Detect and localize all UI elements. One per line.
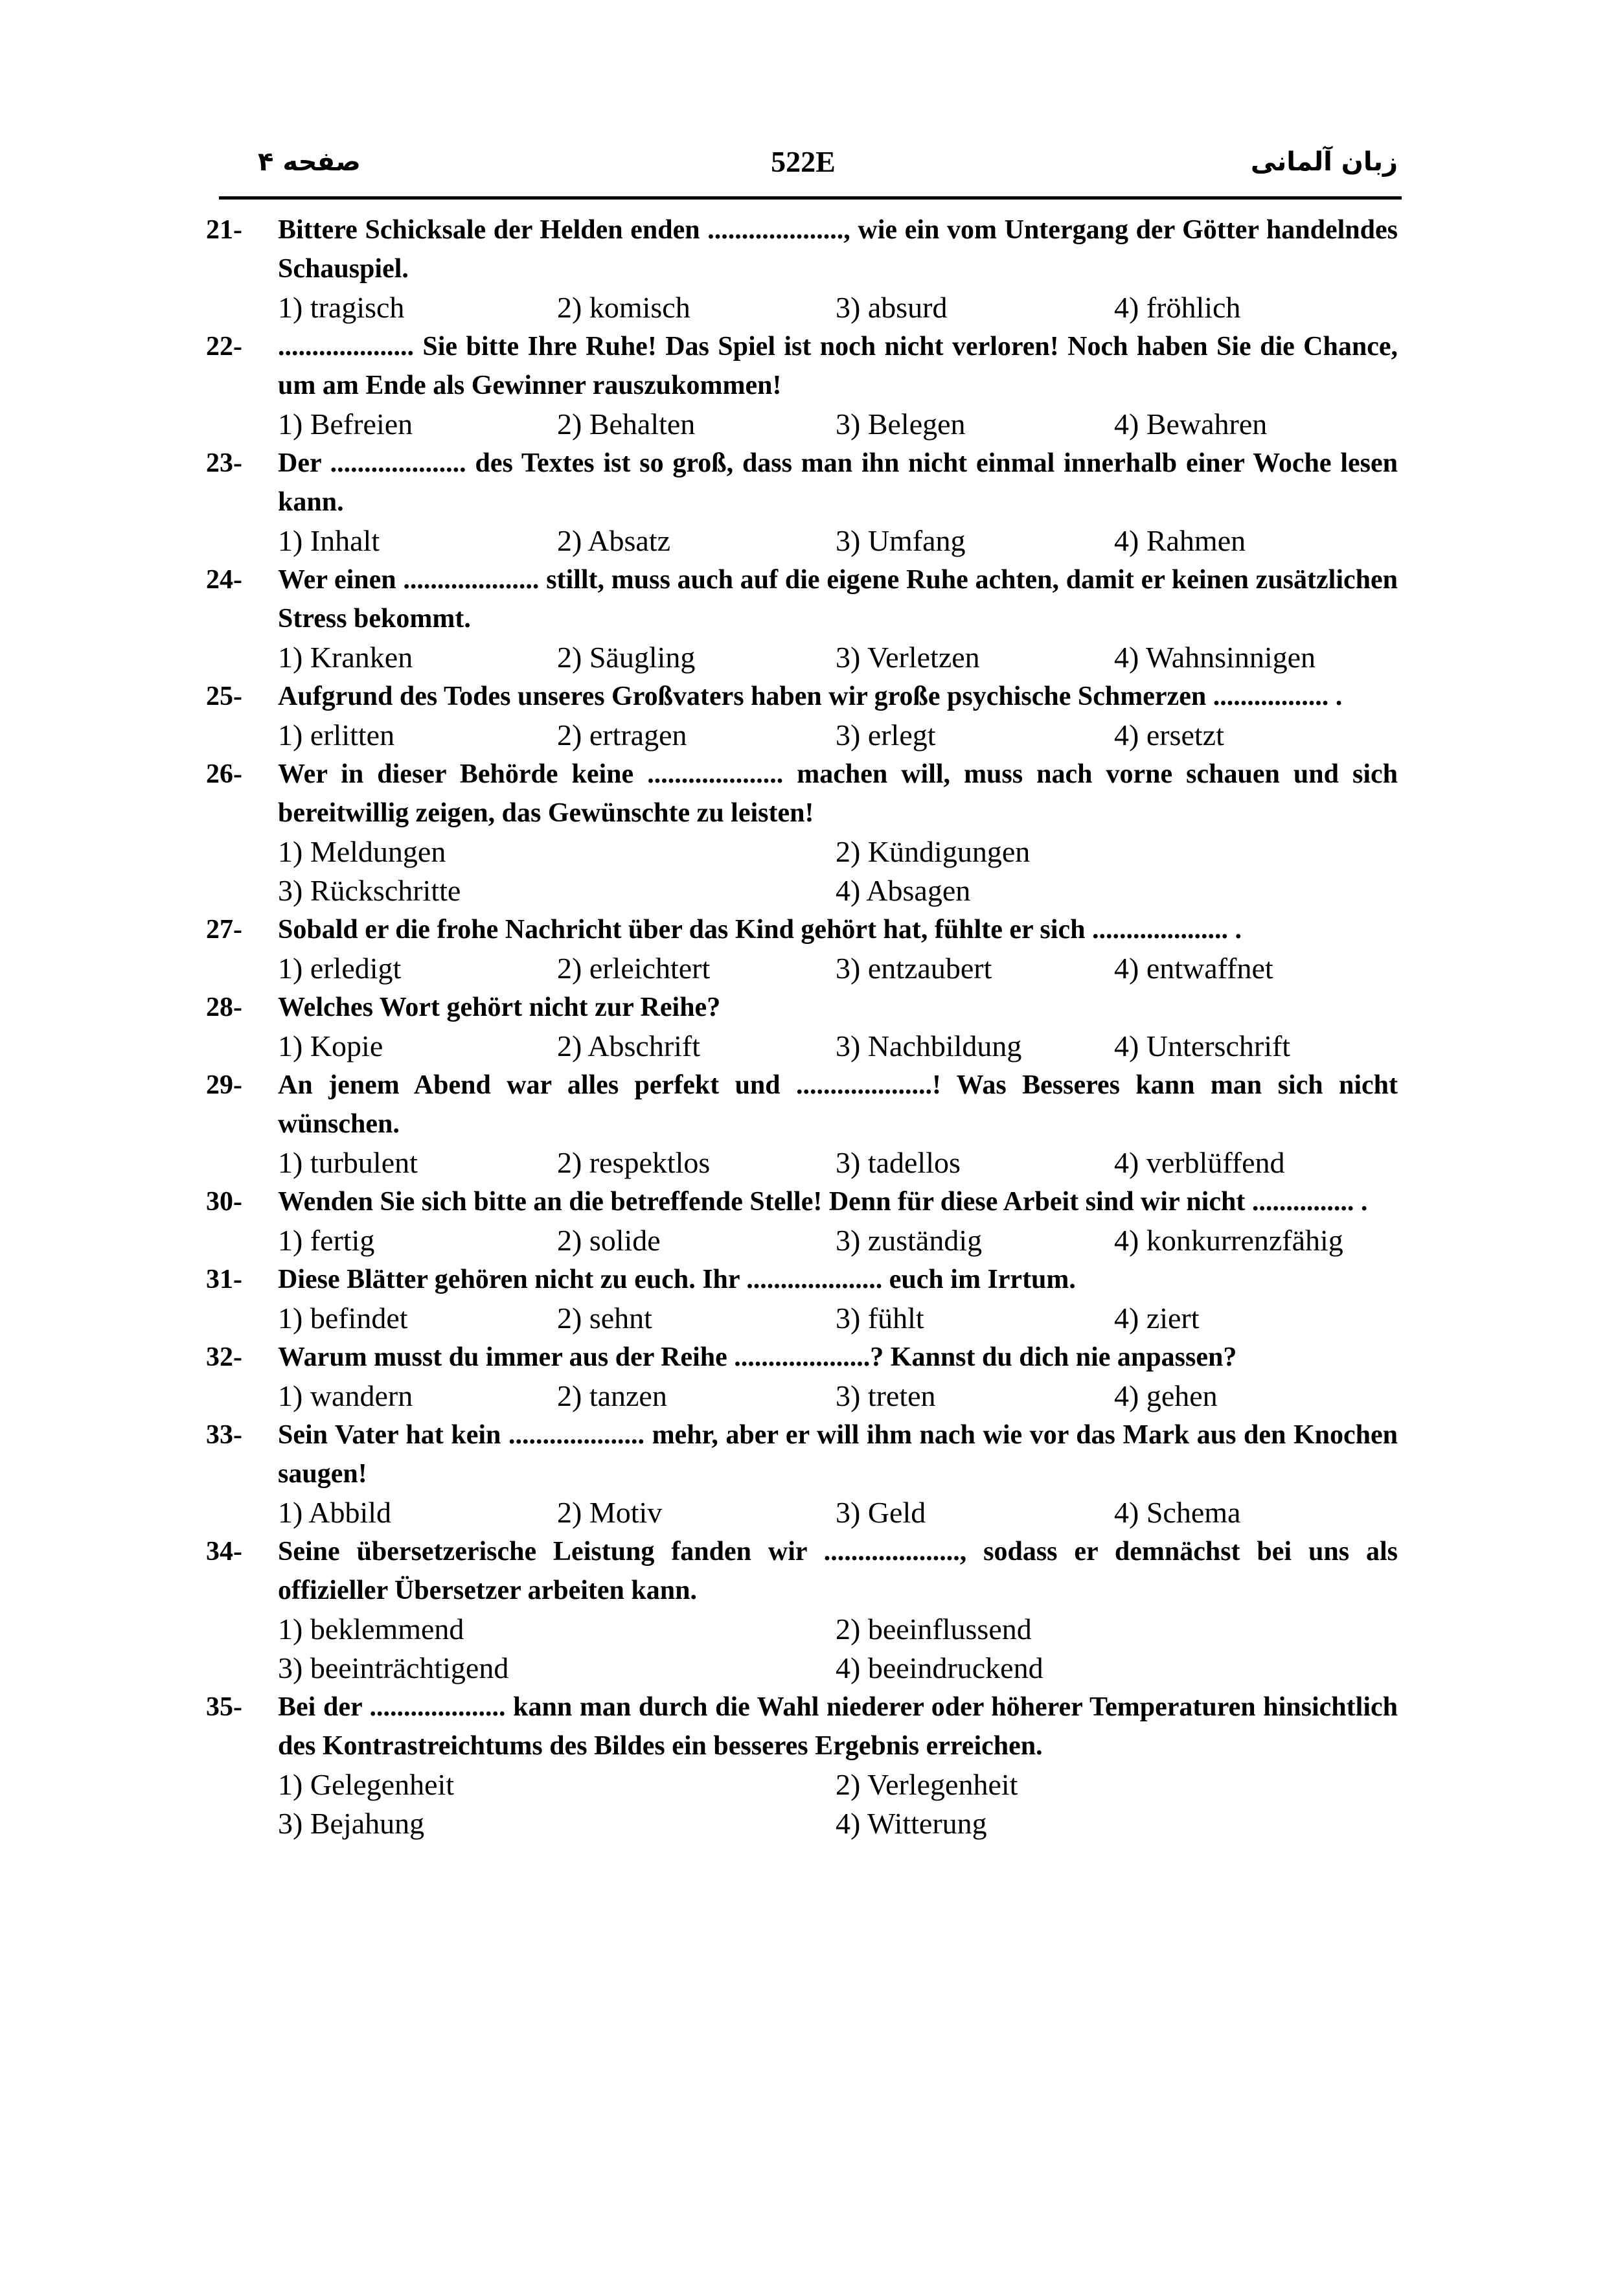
question-number: 33- <box>206 1420 242 1450</box>
question-item <box>0 327 1607 444</box>
question-item <box>0 988 1607 1066</box>
question-number: 30- <box>206 1187 242 1217</box>
answer-option: 4) konkurrenzfähig <box>1114 1224 1343 1257</box>
question-number: 22- <box>206 332 242 362</box>
answer-option: 2) solide <box>557 1224 661 1257</box>
answer-option: 2) sehnt <box>557 1302 652 1335</box>
answer-option: 2) komisch <box>557 291 690 324</box>
answer-option: 2) tanzen <box>557 1379 667 1412</box>
question-stem: Diese Blätter gehören nicht zu euch. Ihr .................... euch im Irrtum. <box>278 1265 1076 1294</box>
answer-option: 1) beklemmend <box>278 1613 464 1646</box>
answer-options-row <box>0 1610 1607 1649</box>
question-item <box>0 1416 1607 1532</box>
answer-option: 3) Rückschritte <box>278 874 461 907</box>
answer-option: 1) Kopie <box>278 1029 383 1062</box>
answer-option: 2) beeinflussend <box>836 1613 1032 1646</box>
answer-option: 1) Gelegenheit <box>278 1768 455 1801</box>
question-stem: Warum musst du immer aus der Reihe ....................? Kannst du dich nie anpassen? <box>278 1342 1237 1372</box>
question-item <box>0 755 1607 910</box>
answer-option: 2) Absatz <box>557 524 671 557</box>
answer-option: 1) tragisch <box>278 291 405 324</box>
answer-option: 4) beeindruckend <box>836 1651 1043 1684</box>
answer-option: 3) treten <box>836 1379 936 1412</box>
answer-options-row <box>0 638 1607 677</box>
answer-option: 3) tadellos <box>836 1146 961 1179</box>
answer-options-row <box>0 522 1607 560</box>
answer-options-row <box>0 288 1607 327</box>
answer-option: 2) Verlegenheit <box>836 1768 1018 1801</box>
question-item <box>0 1260 1607 1338</box>
question-item <box>0 1338 1607 1416</box>
answer-options-row <box>0 1143 1607 1182</box>
answer-option: 3) Verletzen <box>836 641 980 674</box>
answer-option: 1) erlitten <box>278 718 395 752</box>
answer-option: 3) Nachbildung <box>836 1029 1022 1062</box>
answer-option: 4) ersetzt <box>1114 718 1224 752</box>
question-item <box>0 1066 1607 1182</box>
question-number: 24- <box>206 565 242 595</box>
answer-option: 4) Schema <box>1114 1496 1241 1529</box>
question-number: 27- <box>206 915 242 945</box>
answer-option: 1) Kranken <box>278 641 413 674</box>
question-stem: Bittere Schicksale der Helden enden ...................., wie ein vom Untergang der Götter handelndes Schauspiel. <box>278 215 1398 284</box>
answer-option: 4) verblüffend <box>1114 1146 1285 1179</box>
answer-options-row <box>0 1377 1607 1416</box>
answer-option: 3) beeinträchtigend <box>278 1651 509 1684</box>
question-list <box>0 211 1607 1843</box>
answer-option: 2) ertragen <box>557 718 687 752</box>
answer-option: 4) Bewahren <box>1114 408 1268 441</box>
answer-option: 3) fühlt <box>836 1302 924 1335</box>
question-stem: Der .................... des Textes ist so groß, dass man ihn nicht einmal innerhalb einer Woche lesen kann. <box>278 448 1398 517</box>
question-number: 25- <box>206 682 242 711</box>
answer-options-row <box>0 871 1607 910</box>
answer-options-row <box>0 1765 1607 1804</box>
question-stem: Seine übersetzerische Leistung fanden wir ...................., sodass er demnächst bei uns als offizieller Übersetzer arbeiten kann. <box>278 1537 1398 1605</box>
answer-options-row <box>0 832 1607 871</box>
answer-option: 4) ziert <box>1114 1302 1200 1335</box>
answer-option: 3) Geld <box>836 1496 926 1529</box>
question-stem: Wer einen .................... stillt, muss auch auf die eigene Ruhe achten, damit er keinen zusätzlichen Stress bekommt. <box>278 565 1398 634</box>
question-item <box>0 560 1607 677</box>
answer-option: 3) zuständig <box>836 1224 983 1257</box>
answer-option: 3) Belegen <box>836 408 966 441</box>
question-number: 23- <box>206 448 242 478</box>
question-stem: Bei der .................... kann man durch die Wahl niederer oder höherer Temperaturen hinsichtlich des Kontrastreichtums des Bildes ein besseres Ergebnis erreichen. <box>278 1692 1398 1761</box>
question-stem: .................... Sie bitte Ihre Ruhe! Das Spiel ist noch nicht verloren! Noch haben Sie die Chance, um am Ende als Gewinner rauszukommen! <box>278 332 1398 400</box>
question-stem: Welches Wort gehört nicht zur Reihe? <box>278 993 721 1022</box>
answer-option: 3) entzaubert <box>836 952 992 985</box>
answer-option: 4) entwaffnet <box>1114 952 1273 985</box>
answer-option: 4) fröhlich <box>1114 291 1241 324</box>
answer-option: 2) Behalten <box>557 408 696 441</box>
subject-title: زبان آلمانی <box>1250 147 1398 177</box>
question-number: 31- <box>206 1265 242 1294</box>
answer-option: 1) turbulent <box>278 1146 418 1179</box>
question-stem: Aufgrund des Todes unseres Großvaters haben wir große psychische Schmerzen ................. . <box>278 682 1343 711</box>
answer-option: 2) Motiv <box>557 1496 663 1529</box>
question-number: 21- <box>206 215 242 245</box>
question-number: 26- <box>206 759 242 789</box>
answer-option: 1) Abbild <box>278 1496 392 1529</box>
question-number: 28- <box>206 993 242 1022</box>
answer-option: 4) Rahmen <box>1114 524 1246 557</box>
answer-option: 2) Abschrift <box>557 1029 701 1062</box>
answer-option: 3) absurd <box>836 291 948 324</box>
answer-option: 1) Inhalt <box>278 524 380 557</box>
answer-option: 1) fertig <box>278 1224 375 1257</box>
answer-option: 2) Kündigungen <box>836 835 1031 868</box>
answer-option: 2) erleichtert <box>557 952 711 985</box>
question-item <box>0 444 1607 560</box>
question-stem: An jenem Abend war alles perfekt und ....................! Was Besseres kann man sich nicht wünschen. <box>278 1070 1398 1139</box>
answer-options-row <box>0 1649 1607 1688</box>
question-item <box>0 1532 1607 1688</box>
answer-option: 1) Befreien <box>278 408 413 441</box>
answer-option: 3) Bejahung <box>278 1807 425 1840</box>
answer-option: 1) befindet <box>278 1302 408 1335</box>
question-stem: Sobald er die frohe Nachricht über das Kind gehört hat, fühlte er sich .................... . <box>278 915 1242 945</box>
answer-option: 1) Meldungen <box>278 835 446 868</box>
question-item <box>0 677 1607 755</box>
answer-option: 3) erlegt <box>836 718 936 752</box>
answer-options-row <box>0 1299 1607 1338</box>
answer-options-row <box>0 1221 1607 1260</box>
answer-options-row <box>0 1493 1607 1532</box>
answer-option: 4) Wahnsinnigen <box>1114 641 1316 674</box>
header-divider <box>219 196 1402 200</box>
answer-options-row <box>0 716 1607 755</box>
answer-option: 1) wandern <box>278 1379 413 1412</box>
answer-option: 2) respektlos <box>557 1146 711 1179</box>
question-number: 35- <box>206 1692 242 1722</box>
answer-option: 2) Säugling <box>557 641 696 674</box>
question-number: 34- <box>206 1537 242 1567</box>
answer-options-row <box>0 949 1607 988</box>
question-stem: Wenden Sie sich bitte an die betreffende Stelle! Denn für diese Arbeit sind wir nicht ............... . <box>278 1187 1368 1217</box>
question-item <box>0 1688 1607 1843</box>
page-number-label: صفحه ۴ <box>258 147 361 177</box>
answer-option: 4) Absagen <box>836 874 971 907</box>
question-item <box>0 211 1607 327</box>
answer-option: 3) Umfang <box>836 524 966 557</box>
question-item <box>0 910 1607 988</box>
answer-option: 1) erledigt <box>278 952 402 985</box>
question-number: 32- <box>206 1342 242 1372</box>
answer-option: 4) Witterung <box>836 1807 987 1840</box>
answer-options-row <box>0 1804 1607 1843</box>
exam-code: 522E <box>771 145 836 178</box>
question-item <box>0 1182 1607 1260</box>
question-number: 29- <box>206 1070 242 1100</box>
answer-option: 4) gehen <box>1114 1379 1218 1412</box>
question-stem: Sein Vater hat kein .................... mehr, aber er will ihm nach wie vor das Mark aus den Knochen saugen! <box>278 1420 1398 1489</box>
answer-option: 4) Unterschrift <box>1114 1029 1291 1062</box>
question-stem: Wer in dieser Behörde keine .................... machen will, muss nach vorne schauen und sich bereitwillig zeigen, das Gewünschte zu leisten! <box>278 759 1398 828</box>
answer-options-row <box>0 1027 1607 1066</box>
answer-options-row <box>0 405 1607 444</box>
